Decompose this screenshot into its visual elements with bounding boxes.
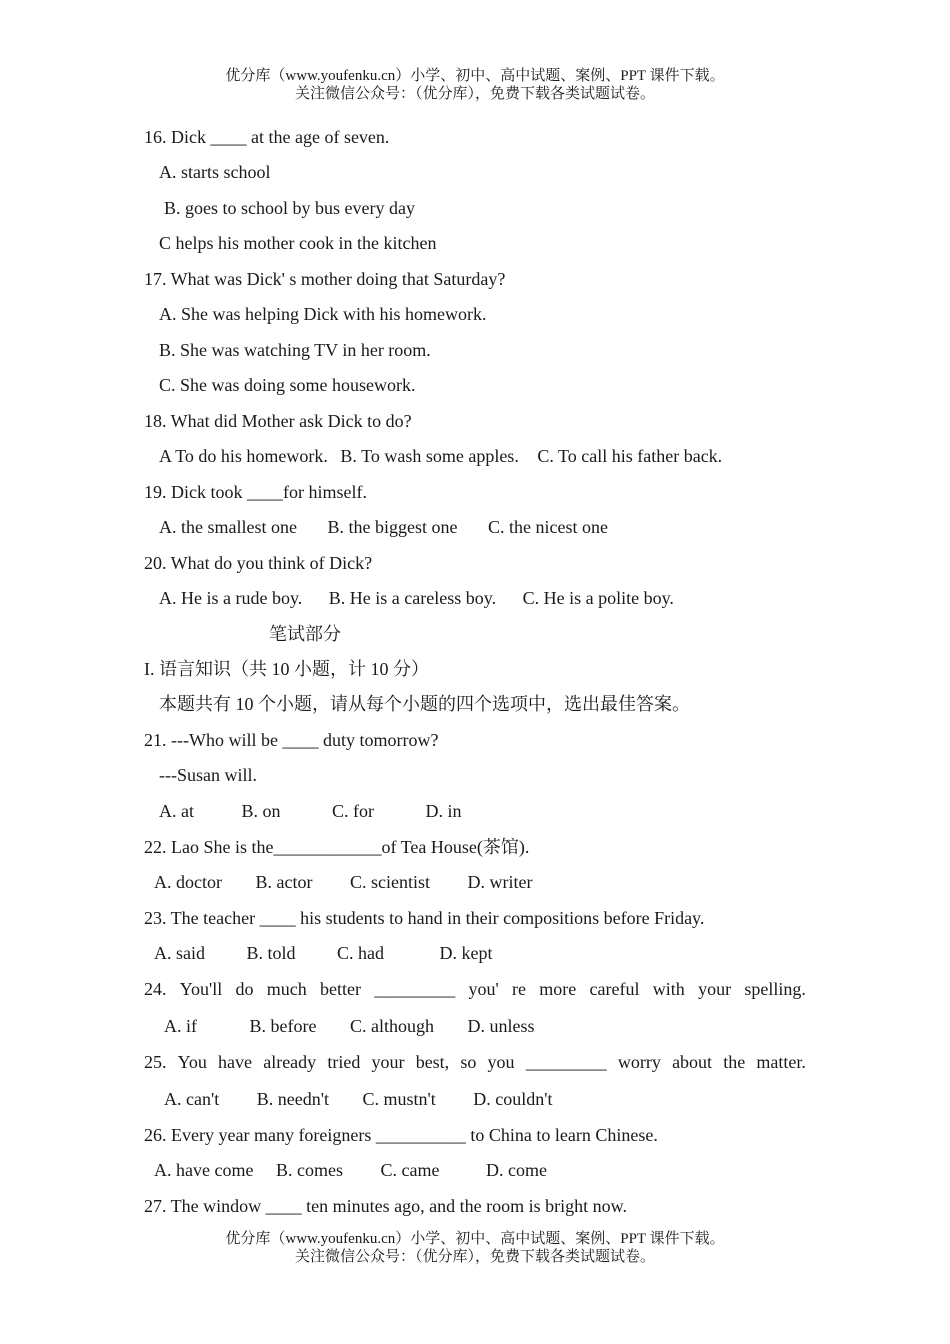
q16-option-a: A. starts school — [159, 162, 271, 182]
header-line-1: 优分库（www.youfenku.cn）小学、初中、高中试题、案例、PPT 课件下载。 — [225, 68, 725, 84]
q24-option-a: A. if — [164, 1016, 197, 1036]
q22-option-c: C. scientist — [349, 872, 430, 892]
q25-word: You — [177, 1052, 207, 1072]
q19-options — [159, 516, 608, 538]
page-footer — [0, 1230, 950, 1266]
q24-stem — [144, 978, 806, 1000]
q26-option-b: B. comes — [275, 1160, 343, 1180]
q25-word: best, — [415, 1052, 450, 1072]
q25-word: worry — [617, 1052, 661, 1072]
q25-word: tried — [327, 1052, 361, 1072]
q21-option-a: A. at — [159, 801, 194, 821]
page-header — [0, 67, 950, 103]
q21-options — [159, 800, 462, 822]
section-title: 笔试部分 — [269, 624, 341, 644]
q25-word: have — [218, 1052, 253, 1072]
q25-word: your — [371, 1052, 405, 1072]
q25-option-d: D. couldn't — [473, 1089, 553, 1109]
q24-word: your — [698, 979, 732, 999]
q25-option-a: A. can't — [164, 1089, 220, 1109]
q25-word: matter. — [756, 1052, 806, 1072]
q20-options — [159, 587, 674, 609]
q16-option-b: B. goes to school by bus every day — [164, 198, 415, 218]
q25-word: 25. — [144, 1052, 167, 1072]
q16-option-c: C helps his mother cook in the kitchen — [159, 233, 437, 253]
q24-word: 24. — [144, 979, 167, 999]
q20-stem: 20. What do you think of Dick? — [144, 553, 373, 573]
q22-option-b: B. actor — [255, 872, 313, 892]
q21-option-b: B. on — [241, 801, 281, 821]
footer-line-2: 关注微信公众号：（优分库），免费下载各类试题试卷。 — [294, 1249, 655, 1265]
q21-reply: ---Susan will. — [159, 765, 257, 785]
q22-option-d: D. writer — [467, 872, 533, 892]
q24-word: much — [266, 979, 307, 999]
q25-word: about — [672, 1052, 713, 1072]
q26-option-a: A. have come — [154, 1160, 254, 1180]
q27-stem: 27. The window ____ ten minutes ago, and the room is bright now. — [144, 1196, 627, 1216]
q24-word: you' — [468, 979, 499, 999]
q18-option-b: B. To wash some apples. — [340, 446, 519, 466]
q22-stem: 22. Lao She is the____________of Tea House(茶馆). — [144, 837, 530, 857]
footer-line-1: 优分库（www.youfenku.cn）小学、初中、高中试题、案例、PPT 课件下载。 — [225, 1231, 725, 1247]
q18-option-c: C. To call his father back. — [537, 446, 723, 466]
q24-word: with — [652, 979, 685, 999]
q17-option-c: C. She was doing some housework. — [159, 375, 416, 395]
header-line-2: 关注微信公众号：（优分库），免费下载各类试题试卷。 — [294, 86, 655, 102]
q24-option-d: D. unless — [467, 1016, 535, 1036]
q23-option-c: C. had — [337, 943, 385, 963]
q24-word: re — [512, 979, 527, 999]
q25-word: you — [487, 1052, 515, 1072]
q17-option-a: A. She was helping Dick with his homework. — [159, 304, 487, 324]
q24-word: do — [235, 979, 254, 999]
q25-stem — [144, 1051, 806, 1073]
q23-options — [154, 942, 493, 964]
q24-blank: _________ — [374, 979, 456, 999]
q19-option-c: C. the nicest one — [487, 517, 608, 537]
q23-option-b: B. told — [246, 943, 296, 963]
q23-stem: 23. The teacher ____ his students to hand in their compositions before Friday. — [144, 908, 705, 928]
q26-option-d: D. come — [485, 1160, 547, 1180]
q24-word: better — [320, 979, 361, 999]
q21-option-d: D. in — [425, 801, 462, 821]
q24-word: more — [539, 979, 577, 999]
q22-option-a: A. doctor — [154, 872, 222, 892]
q19-stem: 19. Dick took ____for himself. — [144, 482, 367, 502]
q25-word: so — [460, 1052, 477, 1072]
q18-stem: 18. What did Mother ask Dick to do? — [144, 411, 412, 431]
section-instruction: 本题共有 10 个小题，请从每个小题的四个选项中，选出最佳答案。 — [159, 694, 690, 714]
q21-option-c: C. for — [332, 801, 375, 821]
q17-stem: 17. What was Dick' s mother doing that Saturday? — [144, 269, 506, 289]
q18-option-a: A To do his homework. — [159, 446, 328, 466]
q23-option-a: A. said — [154, 943, 205, 963]
q19-option-a: A. the smallest one — [159, 517, 297, 537]
q24-option-b: B. before — [249, 1016, 317, 1036]
q25-word: the — [723, 1052, 746, 1072]
q23-option-d: D. kept — [439, 943, 493, 963]
q24-option-c: C. although — [349, 1016, 434, 1036]
q16-stem: 16. Dick ____ at the age of seven. — [144, 127, 390, 147]
q22-options — [154, 871, 532, 893]
q25-option-c: C. mustn't — [362, 1089, 436, 1109]
q24-options — [164, 1015, 534, 1037]
q20-option-c: C. He is a polite boy. — [522, 588, 674, 608]
q20-option-b: B. He is a careless boy. — [328, 588, 497, 608]
q25-option-b: B. needn't — [256, 1089, 329, 1109]
q26-options — [154, 1159, 547, 1181]
q26-stem: 26. Every year many foreigners __________ to China to learn Chinese. — [144, 1125, 658, 1145]
q25-options — [164, 1088, 552, 1110]
q18-options — [159, 445, 722, 467]
q24-word: You'll — [179, 979, 223, 999]
q24-word: spelling. — [744, 979, 806, 999]
q26-option-c: C. came — [380, 1160, 440, 1180]
q19-option-b: B. the biggest one — [327, 517, 458, 537]
q25-blank: _________ — [525, 1052, 607, 1072]
q20-option-a: A. He is a rude boy. — [159, 588, 303, 608]
q25-word: already — [263, 1052, 317, 1072]
q17-option-b: B. She was watching TV in her room. — [159, 340, 431, 360]
q21-stem: 21. ---Who will be ____ duty tomorrow? — [144, 730, 439, 750]
q24-word: careful — [589, 979, 640, 999]
section-part-heading: I. 语言知识（共 10 小题，计 10 分） — [144, 659, 429, 679]
